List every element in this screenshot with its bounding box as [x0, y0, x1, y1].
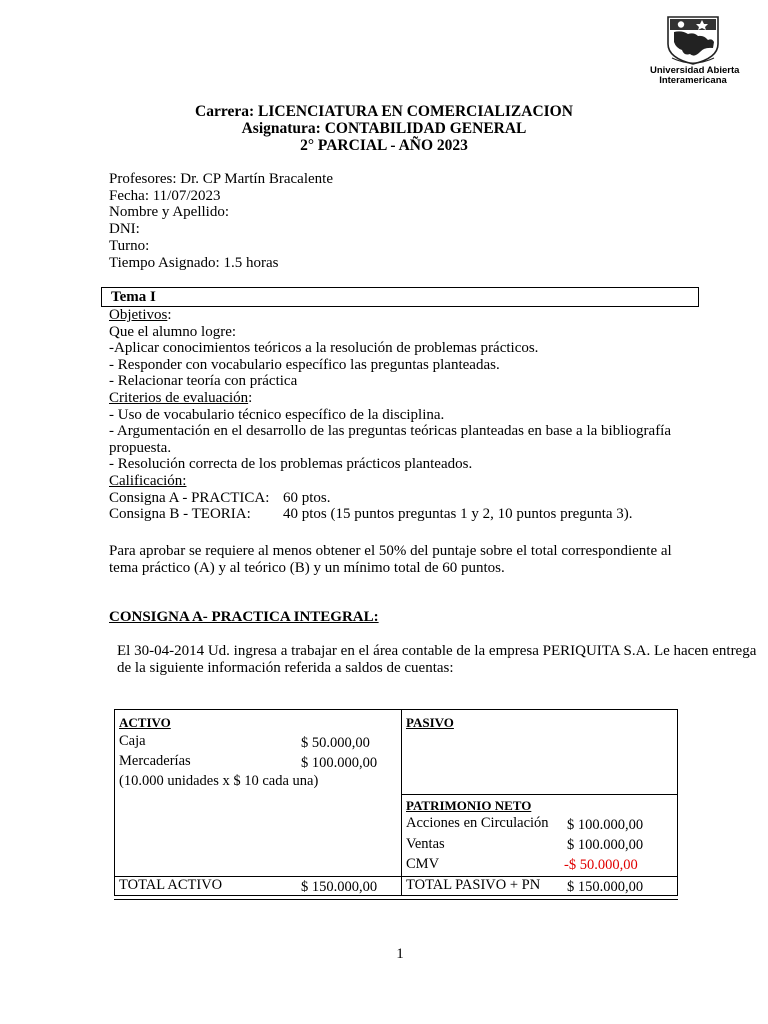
- total-activo-value: $ 150.000,00: [301, 879, 378, 895]
- table-divider-pasivo-pn: [402, 794, 678, 795]
- enunciado-line-1: El 30-04-2014 Ud. ingresa a trabajar en el área contable de la empresa PERIQUITA S.A. Le hacen entrega: [117, 643, 757, 659]
- aprobacion-paragraph: [109, 543, 719, 577]
- mercaderias-note: (10.000 unidades x $ 10 cada una): [119, 773, 319, 789]
- pasivo-header: PASIVO: [406, 715, 454, 730]
- total-pasivo-value: $ 150.000,00: [567, 879, 644, 895]
- total-activo-label: TOTAL ACTIVO: [119, 877, 223, 893]
- exam-header: [0, 103, 768, 154]
- cmv-value: -$ 50.000,00: [564, 857, 638, 873]
- consigna-b-value: 40 ptos (15 puntos preguntas 1 y 2, 10 puntos pregunta 3).: [283, 506, 633, 523]
- enunciado-line-2: de la siguiente información referida a saldos de cuentas:: [117, 660, 454, 676]
- criterio-item: - Argumentación en el desarrollo de las preguntas teóricas planteadas en base a la bibliografía: [109, 423, 672, 440]
- table-double-underline: [114, 899, 678, 900]
- logo-line-1: Universidad Abierta: [650, 65, 740, 76]
- criterios-colon: :: [248, 389, 253, 406]
- asignatura-line: Asignatura: CONTABILIDAD GENERAL: [241, 120, 527, 137]
- aprobacion-line-1: Para aprobar se requiere al menos obtener el 50% del puntaje sobre el total correspondiente al: [109, 543, 672, 559]
- consigna-a-value: 60 ptos.: [283, 489, 331, 506]
- exam-info: [109, 171, 333, 271]
- consigna-b-label: Consigna B - TEORIA:: [109, 506, 251, 523]
- calificacion-b: [109, 506, 729, 523]
- mercaderias-label: Mercaderías: [119, 753, 191, 769]
- objetivo-item: - Relacionar teoría con práctica: [109, 373, 298, 390]
- carrera-line: Carrera: LICENCIATURA EN COMERCIALIZACION: [195, 103, 573, 120]
- acciones-value: $ 100.000,00: [567, 817, 644, 833]
- mercaderias-value: $ 100.000,00: [301, 755, 378, 771]
- objetivos-intro: Que el alumno logre:: [109, 323, 237, 340]
- activo-header: ACTIVO: [119, 715, 171, 730]
- criterio-item: - Resolución correcta de los problemas prácticos planteados.: [109, 456, 473, 473]
- tema-box: [101, 287, 699, 307]
- profesores-line: Profesores: Dr. CP Martín Bracalente: [109, 171, 333, 187]
- dni-field: DNI:: [109, 221, 140, 238]
- calificacion-a: [109, 490, 729, 507]
- calificacion-title: Calificación:: [109, 472, 187, 489]
- tema-label: Tema I: [111, 289, 156, 305]
- objetivos-colon: :: [167, 307, 172, 323]
- parcial-line: 2° PARCIAL - AÑO 2023: [300, 137, 468, 154]
- criterios-heading: [109, 390, 729, 407]
- objetivo-item: -Aplicar conocimientos teóricos a la resolución de problemas prácticos.: [109, 340, 539, 357]
- page-number: 1: [396, 946, 404, 962]
- criterio-item: - Uso de vocabulario técnico específico de la disciplina.: [109, 406, 445, 423]
- calificacion-heading: [109, 473, 729, 490]
- enunciado-paragraph: [117, 643, 757, 677]
- university-logo: [650, 14, 740, 86]
- aprobacion-line-2: tema práctico (A) y al teórico (B) y un mínimo total de 60 puntos.: [109, 560, 505, 576]
- objetivo-item: - Responder con vocabulario específico las preguntas planteadas.: [109, 356, 500, 373]
- caja-value: $ 50.000,00: [301, 735, 370, 751]
- logo-line-2: Interamericana: [659, 75, 727, 86]
- ventas-label: Ventas: [406, 836, 445, 852]
- consigna-title: CONSIGNA A- PRACTICA INTEGRAL:: [109, 609, 379, 625]
- balance-table: [114, 709, 678, 896]
- table-divider-vertical: [401, 710, 402, 895]
- cmv-label: CMV: [406, 856, 440, 872]
- nombre-field: Nombre y Apellido:: [109, 204, 229, 221]
- objetivos-heading: [109, 307, 729, 324]
- caja-label: Caja: [119, 733, 146, 749]
- criterio-item: propuesta.: [109, 439, 172, 456]
- consigna-a-label: Consigna A - PRACTICA:: [109, 489, 270, 506]
- criterios-title: Criterios de evaluación: [109, 389, 249, 406]
- fecha-line: Fecha: 11/07/2023: [109, 187, 221, 204]
- exam-body: [109, 307, 729, 523]
- turno-field: Turno:: [109, 237, 150, 254]
- crest-icon: [664, 14, 722, 66]
- objetivos-title: Objetivos: [109, 307, 168, 323]
- ventas-value: $ 100.000,00: [567, 837, 644, 853]
- acciones-label: Acciones en Circulación: [406, 815, 549, 831]
- tiempo-line: Tiempo Asignado: 1.5 horas: [109, 254, 279, 271]
- pn-header: PATRIMONIO NETO: [406, 798, 532, 813]
- total-pasivo-label: TOTAL PASIVO + PN: [406, 877, 541, 893]
